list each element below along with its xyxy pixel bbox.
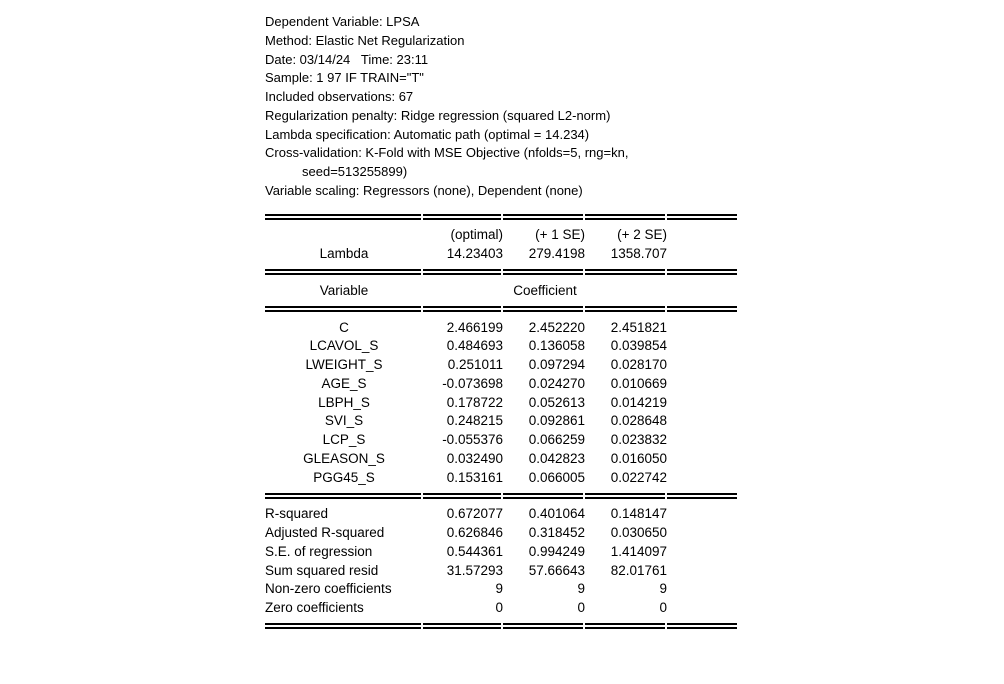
lambda-block xyxy=(265,208,737,318)
value-cell: 0.626846 xyxy=(446,525,503,541)
value-cell: 0.028170 xyxy=(610,357,667,373)
lambda-plus-1se-value: 279.4198 xyxy=(528,246,585,262)
value-cell: 0 xyxy=(577,600,585,616)
value-cell: 9 xyxy=(659,581,667,597)
variable-name: GLEASON_S xyxy=(303,450,385,466)
rule-cell xyxy=(503,300,585,318)
value-cell: 0.024270 xyxy=(528,375,585,391)
statistic-label: R-squared xyxy=(265,506,329,522)
report-header-line: Variable scaling: Regressors (none), Dependent (none) xyxy=(265,182,583,198)
spacer-cell xyxy=(667,580,737,599)
value-cell: 0.484693 xyxy=(446,338,503,354)
double-rule-segment xyxy=(667,214,737,220)
value-cell: 0.039854 xyxy=(610,338,667,354)
report-header-line: Lambda specification: Automatic path (optimal = 14.234) xyxy=(265,126,590,142)
value-cell: 57.66643 xyxy=(528,562,585,578)
spacer-cell xyxy=(265,226,423,245)
coefficient-row xyxy=(265,449,737,468)
rule-cell xyxy=(667,208,737,226)
col-header-plus-2se: (+ 2 SE) xyxy=(617,227,667,243)
rule-cell xyxy=(667,617,737,635)
report-header-line: Method: Elastic Net Regularization xyxy=(265,32,465,48)
value-cell: 0 xyxy=(659,600,667,616)
value-cell: 0.042823 xyxy=(528,450,585,466)
double-rule-segment xyxy=(667,306,737,312)
value-cell: -0.055376 xyxy=(442,432,503,448)
double-rule-top xyxy=(265,208,737,226)
double-rule-segment xyxy=(667,623,737,629)
value-cell: 0.136058 xyxy=(528,338,585,354)
mid-rule-block xyxy=(265,487,737,505)
double-rule-segment xyxy=(423,214,501,220)
report-header xyxy=(265,13,737,201)
variable-name: LCP_S xyxy=(322,432,366,448)
rule-cell xyxy=(585,208,667,226)
statistic-label: Sum squared resid xyxy=(265,562,379,578)
coefficient-row xyxy=(265,337,737,356)
spacer-cell xyxy=(667,226,737,245)
coefficient-header-row xyxy=(265,281,737,300)
rule-cell xyxy=(667,300,737,318)
spacer-cell xyxy=(667,337,737,356)
double-rule-below-coef-header xyxy=(265,300,737,318)
rule-cell xyxy=(503,263,585,281)
double-rule-segment xyxy=(667,269,737,275)
value-cell: 9 xyxy=(577,581,585,597)
col-header-plus-1se: (+ 1 SE) xyxy=(535,227,585,243)
rule-cell xyxy=(585,300,667,318)
statistic-row xyxy=(265,580,737,599)
spacer-cell xyxy=(667,598,737,617)
bottom-rule-block xyxy=(265,617,737,635)
value-cell: 0.030650 xyxy=(610,525,667,541)
value-cell: 0.544361 xyxy=(446,543,503,559)
spacer-cell xyxy=(667,449,737,468)
rule-cell xyxy=(423,487,503,505)
spacer-cell xyxy=(667,542,737,561)
statistic-row xyxy=(265,598,737,617)
double-rule-segment xyxy=(585,214,665,220)
statistic-label: Adjusted R-squared xyxy=(265,525,385,541)
lambda-optimal-value: 14.23403 xyxy=(446,246,503,262)
statistic-label: S.E. of regression xyxy=(265,543,373,559)
value-cell: 0.097294 xyxy=(528,357,585,373)
spacer-cell xyxy=(667,374,737,393)
variable-name: LBPH_S xyxy=(318,394,370,410)
variable-name: SVI_S xyxy=(324,413,364,429)
value-cell: 31.57293 xyxy=(446,562,503,578)
report-header-line: Cross-validation: K-Fold with MSE Objective (nfolds=5, rng=kn, xyxy=(265,145,629,161)
variable-name: AGE_S xyxy=(321,375,367,391)
report-header-line: Date: 03/14/24 Time: 23:11 xyxy=(265,51,429,67)
rule-cell xyxy=(265,208,423,226)
value-cell: 0.248215 xyxy=(446,413,503,429)
results-table xyxy=(265,208,737,636)
rule-cell xyxy=(503,487,585,505)
report-header-line: Regularization penalty: Ridge regression (squared L2-norm) xyxy=(265,107,611,123)
statistic-row xyxy=(265,542,737,561)
statistic-row xyxy=(265,561,737,580)
spacer-cell xyxy=(667,393,737,412)
double-rule-segment xyxy=(667,493,737,499)
rule-cell xyxy=(265,263,423,281)
value-cell: 0.066005 xyxy=(528,469,585,485)
double-rule-bottom xyxy=(265,617,737,635)
spacer-cell xyxy=(667,355,737,374)
lambda-row-label: Lambda xyxy=(319,246,369,262)
statistic-label: Non-zero coefficients xyxy=(265,581,392,597)
lambda-plus-2se-value: 1358.707 xyxy=(610,246,667,262)
value-cell: 0.052613 xyxy=(528,394,585,410)
spacer-cell xyxy=(667,412,737,431)
coefficients-block xyxy=(265,318,737,487)
double-rule-below-coefficients xyxy=(265,487,737,505)
rule-cell xyxy=(265,617,423,635)
elastic-net-regression-report xyxy=(265,13,737,635)
value-cell: 0.318452 xyxy=(528,525,585,541)
variable-name: PGG45_S xyxy=(313,469,375,485)
rule-cell xyxy=(503,617,585,635)
report-header-line: Dependent Variable: LPSA xyxy=(265,14,420,29)
value-cell: 1.414097 xyxy=(610,543,667,559)
double-rule-segment xyxy=(265,623,421,629)
variable-column-header: Variable xyxy=(319,282,369,298)
rule-cell xyxy=(667,487,737,505)
coefficient-row xyxy=(265,430,737,449)
col-header-optimal: (optimal) xyxy=(450,227,503,243)
spacer-cell xyxy=(667,318,737,337)
value-cell: 0.178722 xyxy=(446,394,503,410)
rule-cell xyxy=(265,300,423,318)
double-rule-segment xyxy=(423,269,501,275)
coefficient-row xyxy=(265,374,737,393)
double-rule-segment xyxy=(423,493,501,499)
value-cell: 0.092861 xyxy=(528,413,585,429)
spacer-cell xyxy=(667,468,737,487)
spacer-cell xyxy=(667,523,737,542)
value-cell: 0.014219 xyxy=(610,394,667,410)
double-rule-segment xyxy=(503,269,583,275)
statistic-row xyxy=(265,523,737,542)
value-cell: 82.01761 xyxy=(610,562,667,578)
coefficient-row xyxy=(265,468,737,487)
value-cell: 0.994249 xyxy=(528,543,585,559)
statistic-label: Zero coefficients xyxy=(265,600,364,616)
double-rule-below-lambda xyxy=(265,263,737,281)
double-rule-segment xyxy=(585,623,665,629)
double-rule-segment xyxy=(585,269,665,275)
double-rule-segment xyxy=(585,306,665,312)
report-header-line: Sample: 1 97 IF TRAIN="T" xyxy=(265,70,424,86)
value-cell: 0.032490 xyxy=(446,450,503,466)
double-rule-segment xyxy=(503,214,583,220)
rule-cell xyxy=(423,300,503,318)
report-header-line: seed=513255899) xyxy=(302,164,408,179)
coefficient-row xyxy=(265,412,737,431)
double-rule-segment xyxy=(585,493,665,499)
rule-cell xyxy=(667,263,737,281)
value-cell: 0.022742 xyxy=(610,469,667,485)
value-cell: 9 xyxy=(495,581,503,597)
lambda-value-row xyxy=(265,244,737,263)
rule-cell xyxy=(423,617,503,635)
value-cell: 2.451821 xyxy=(610,319,667,335)
value-cell: 0 xyxy=(495,600,503,616)
value-cell: 0.023832 xyxy=(610,432,667,448)
coefficient-row xyxy=(265,318,737,337)
value-cell: 0.153161 xyxy=(446,469,503,485)
value-cell: 0.016050 xyxy=(610,450,667,466)
statistic-row xyxy=(265,505,737,524)
value-cell: 0.148147 xyxy=(610,506,667,522)
double-rule-segment xyxy=(423,623,501,629)
rule-cell xyxy=(423,263,503,281)
double-rule-segment xyxy=(265,493,421,499)
value-cell: 0.401064 xyxy=(528,506,585,522)
value-cell: 2.452220 xyxy=(528,319,585,335)
variable-name: LWEIGHT_S xyxy=(305,357,383,373)
coefficient-column-header: Coefficient xyxy=(513,282,577,298)
double-rule-segment xyxy=(503,306,583,312)
double-rule-segment xyxy=(423,306,501,312)
statistics-block xyxy=(265,505,737,618)
value-cell: 0.672077 xyxy=(446,506,503,522)
coefficient-row xyxy=(265,355,737,374)
rule-cell xyxy=(585,487,667,505)
value-cell: 0.010669 xyxy=(610,375,667,391)
coefficient-row xyxy=(265,393,737,412)
rule-cell xyxy=(423,208,503,226)
lambda-header-row xyxy=(265,226,737,245)
value-cell: 0.066259 xyxy=(528,432,585,448)
variable-name: C xyxy=(339,319,349,335)
spacer-cell xyxy=(667,505,737,524)
spacer-cell xyxy=(667,244,737,263)
spacer-cell xyxy=(667,561,737,580)
variable-name: LCAVOL_S xyxy=(309,338,379,354)
double-rule-segment xyxy=(265,269,421,275)
value-cell: 2.466199 xyxy=(446,319,503,335)
rule-cell xyxy=(265,487,423,505)
value-cell: -0.073698 xyxy=(442,375,503,391)
double-rule-segment xyxy=(503,623,583,629)
rule-cell xyxy=(585,263,667,281)
spacer-cell xyxy=(667,281,737,300)
double-rule-segment xyxy=(265,214,421,220)
double-rule-segment xyxy=(265,306,421,312)
double-rule-segment xyxy=(503,493,583,499)
report-header-line: Included observations: 67 xyxy=(265,89,414,104)
rule-cell xyxy=(503,208,585,226)
value-cell: 0.251011 xyxy=(447,357,503,373)
spacer-cell xyxy=(667,430,737,449)
rule-cell xyxy=(585,617,667,635)
value-cell: 0.028648 xyxy=(610,413,667,429)
